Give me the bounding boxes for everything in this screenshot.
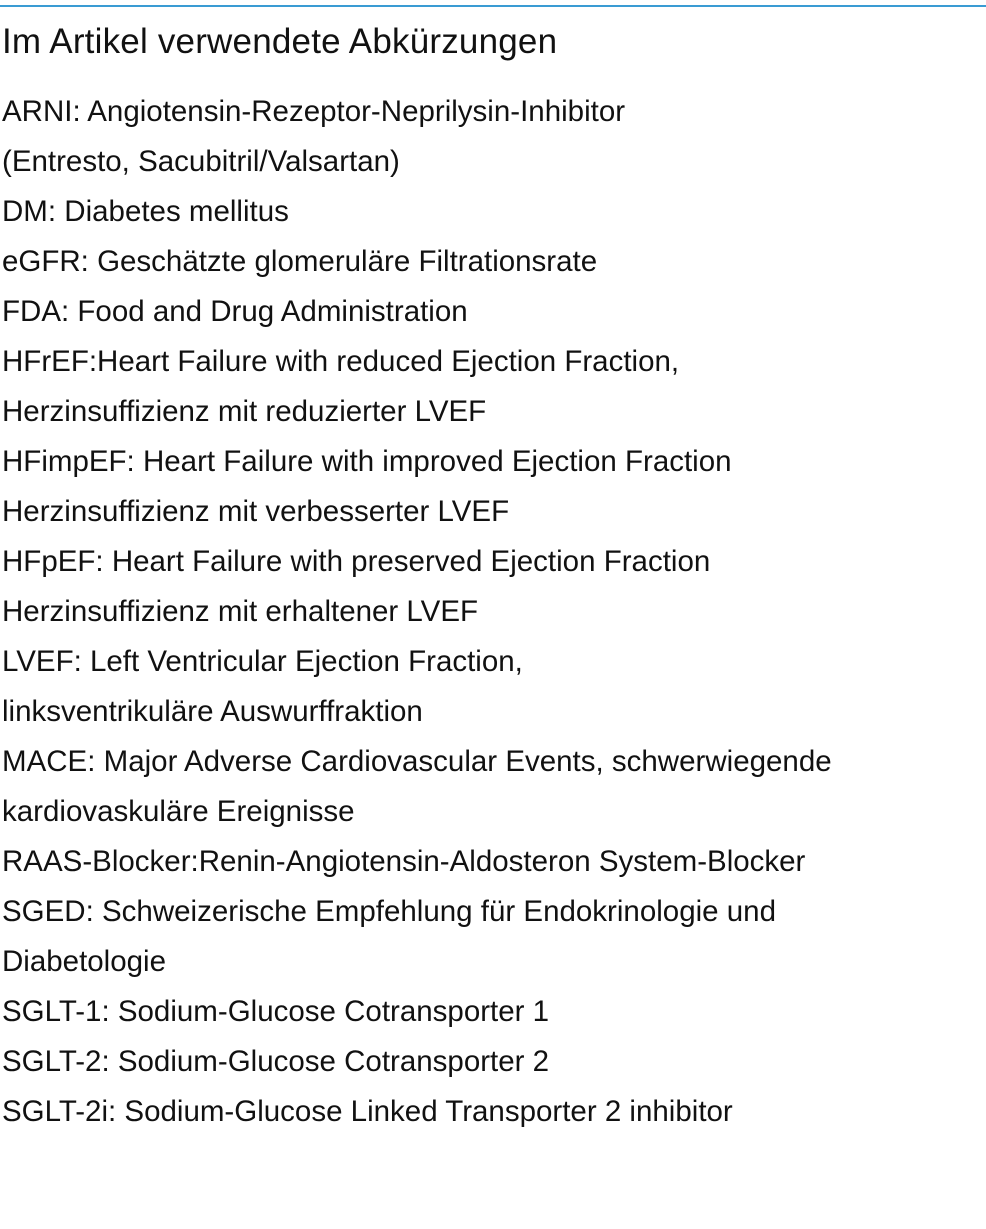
abbreviation-line-raas-blocker: RAAS-Blocker:Renin-Angiotensin-Aldosteron System-Blocker [2,845,806,878]
abbreviation-line-sged-cont: Diabetologie [2,945,167,978]
abbreviation-line-sglt-2: SGLT-2: Sodium-Glucose Cotransporter 2 [2,1045,550,1078]
abbreviation-line-hfpef: HFpEF: Heart Failure with preserved Ejection Fraction [2,545,711,578]
abbreviation-line-mace-cont: kardiovaskuläre Ereignisse [2,795,355,828]
abbreviation-line-lvef: LVEF: Left Ventricular Ejection Fraction, [2,645,523,678]
abbreviation-line-hfimpef-cont: Herzinsuffizienz mit verbesserter LVEF [2,495,510,528]
abbreviation-line-mace: MACE: Major Adverse Cardiovascular Events, schwerwiegende [2,745,832,778]
abbreviation-line-arni-cont: (Entresto, Sacubitril/Valsartan) [2,145,400,178]
abbreviation-line-egfr: eGFR: Geschätzte glomeruläre Filtrationsrate [2,245,598,278]
top-rule [0,5,986,7]
abbreviation-line-lvef-cont: linksventrikuläre Auswurffraktion [2,695,423,728]
abbreviation-line-sglt-2i: SGLT-2i: Sodium-Glucose Linked Transporter 2 inhibitor [2,1095,733,1128]
abbreviation-line-dm: DM: Diabetes mellitus [2,195,289,228]
page-title: Im Artikel verwendete Abkürzungen [2,22,558,61]
abbreviation-line-sglt-1: SGLT-1: Sodium-Glucose Cotransporter 1 [2,995,550,1028]
abbreviation-line-arni: ARNI: Angiotensin-Rezeptor-Neprilysin-Inhibitor [2,95,626,128]
abbreviation-line-hfimpef: HFimpEF: Heart Failure with improved Ejection Fraction [2,445,732,478]
abbreviation-line-sged: SGED: Schweizerische Empfehlung für Endokrinologie und [2,895,776,928]
abbreviation-list [2,87,832,1137]
abbreviation-line-hfref: HFrEF:Heart Failure with reduced Ejection Fraction, [2,345,680,378]
abbreviation-line-hfpef-cont: Herzinsuffizienz mit erhaltener LVEF [2,595,479,628]
abbreviation-line-hfref-cont: Herzinsuffizienz mit reduzierter LVEF [2,395,487,428]
abbreviation-line-fda: FDA: Food and Drug Administration [2,295,468,328]
